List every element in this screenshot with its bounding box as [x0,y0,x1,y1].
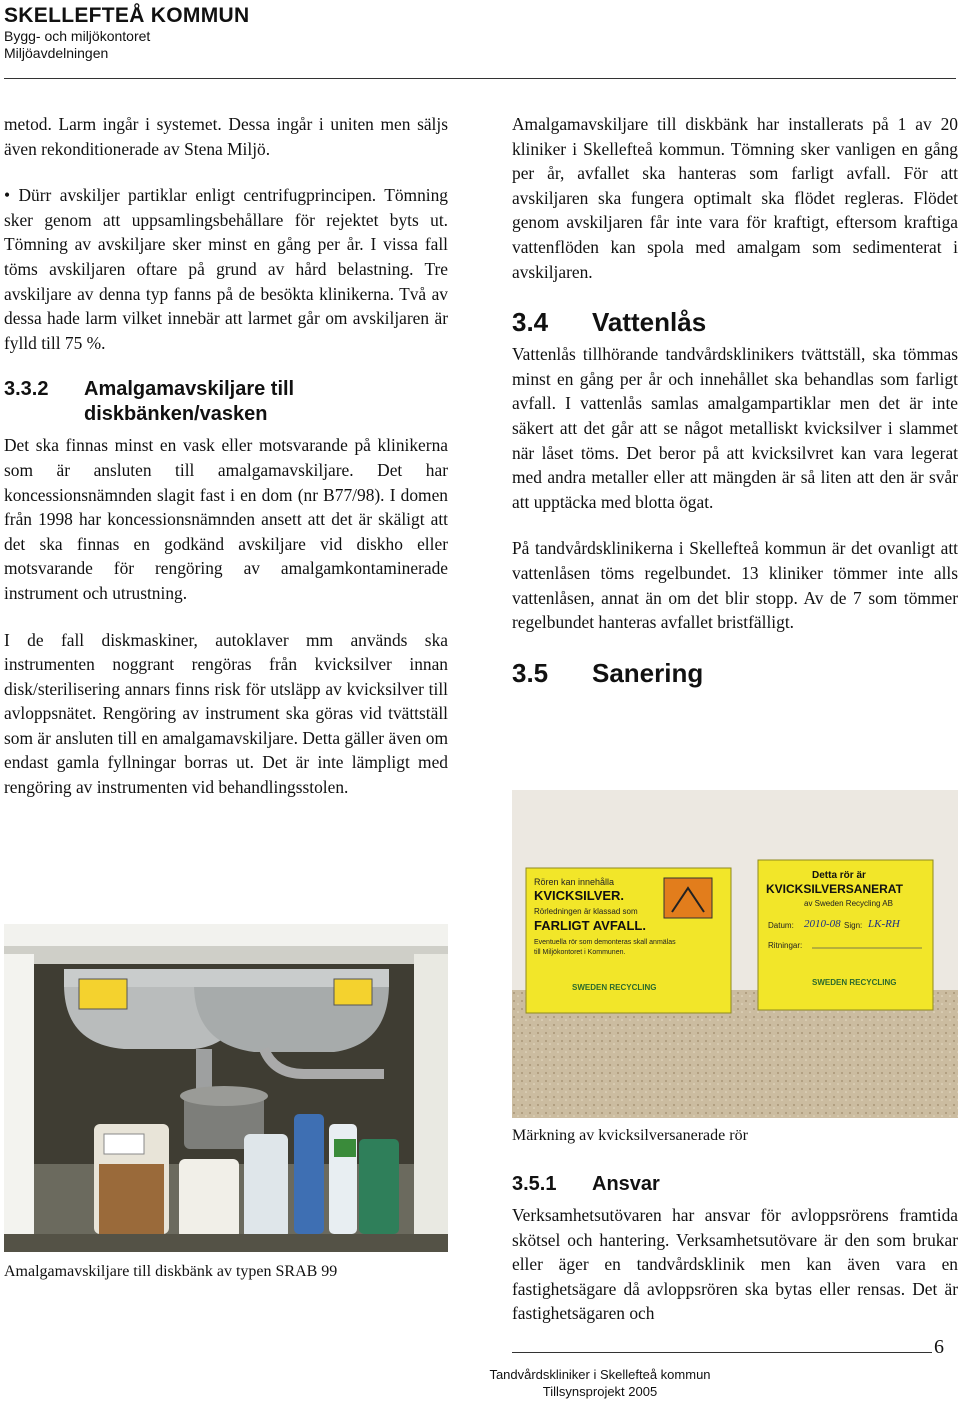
footer-line: Tillsynsprojekt 2005 [542,1384,658,1399]
footer-line: Tandvårdskliniker i Skellefteå kommun [489,1367,711,1382]
label-text: Rörledningen är klassad som [534,907,638,916]
section-title: Vattenlås [592,307,707,338]
section-heading-3-3-2 [4,377,448,427]
label-text: Rören kan innehålla [534,877,615,887]
section-title: Sanering [592,657,704,688]
section-title: Amalgamavskiljare till diskbänken/vasken [84,378,295,426]
label-text: Ritningar: [768,941,803,950]
right-column-bottom [512,1172,958,1348]
org-name: SKELLEFTEÅ KOMMUN [4,4,250,27]
paragraph: Vattenlås tillhörande tandvårdsklinikers tvättställ, ska tömmas minst en gång per år och innehållet ska behandlas som farligt avfall. I vattenlås samlas amalgampartiklar men det är inte säkert att det går att se något metalliskt kvicksilver i slammet när låset töms. Det beror på att kvicksilvret kan vara legerat med andra metaller eller att mängden är så liten att den är svår att upptäcka med blotta ögat. [512,344,958,512]
section-heading-3-5 [512,657,958,689]
label-text: LK-RH [868,918,900,930]
right-column [512,112,958,693]
footer-divider [512,1352,932,1353]
page-footer [480,1366,720,1400]
label-text: Datum: [768,921,794,930]
label-text: SWEDEN RECYCLING [812,978,897,987]
label-text: Detta rör är [812,870,866,881]
photo-caption-left: Amalgamavskiljare till diskbänk av typen SRAB 99 [4,1263,338,1280]
photo-caption-right: Märkning av kvicksilversanerade rör [512,1127,748,1144]
left-column [4,112,448,822]
header-divider [4,78,956,79]
label-text: av Sweden Recycling AB [804,899,893,908]
section-number: 3.4 [512,307,549,338]
section-heading-3-5-1 [512,1172,958,1197]
label-text: Sign: [844,921,863,930]
page-number: 6 [934,1336,944,1358]
label-text: 2010-08 [804,918,841,930]
label-text: FARLIGT AVFALL. [534,918,646,933]
section-heading-3-4 [512,306,958,338]
label-text: SWEDEN RECYCLING [572,983,657,992]
label-text: KVICKSILVER. [534,888,625,903]
section-number: 3.5 [512,657,549,688]
section-number: 3.3.2 [4,378,49,401]
page-header [4,4,249,62]
label-text: till Miljökontoret i Kommunen. [534,949,626,956]
paragraph: metod. Larm ingår i systemet. Dessa ingår i uniten men säljs även rekonditionerade av Stena Miljö. [4,114,448,159]
paragraph: På tandvårdsklinikerna i Skellefteå kommun är det ovanligt att vattenlåsen töms regelbundet. 13 kliniker tömmer inte alls vattenlåsen, annat än om det blir stopp. Av de 7 som tömmer regelbundet hanteras avfallet bristfälligt. [512,538,958,633]
label-text: KVICKSILVERSANERAT [766,882,903,896]
pipe-label-photo [512,790,958,1118]
paragraph: Det ska finnas minst en vask eller motsvarande på klinikerna som är ansluten till amalgamavskiljare. Det har koncessionsnämnden slagit fast i en dom (nr B77/98). I domen från 1998 har koncessionsnämnden ansett att det är skäligt att det ska finnas en godkänd avskiljare vid diskho eller motsvarande för rengöring av amalgamkontaminerade instrument och utrustning. [4,435,448,603]
section-number: 3.5.1 [512,1173,557,1195]
unit-name: Miljöavdelningen [4,45,109,61]
paragraph: Verksamhetsutövaren har ansvar för avloppsrörens framtida skötsel och hantering. Verksamhetsutövare är den som brukar eller äger en tandvårdsklinik men kan även vara en fastighetsägare då avloppsrören ska bytas eller rensas. Det är fastighetsägaren och [512,1205,958,1324]
sink-separator-photo [4,924,448,1252]
paragraph: Amalgamavskiljare till diskbänk har installerats på 1 av 20 kliniker i Skellefteå kommun. Tömning sker vanligen en gång per år, avfallet ska hanteras som farligt avfall. För att avskiljaren ska fungera optimalt ska flödet regleras. Flödet genom avskiljaren får inte vara för kraftigt, eftersom kraftiga vattenflöden kan spola med amalgam som sedimenterat i avskiljaren. [512,114,958,282]
paragraph: I de fall diskmaskiner, autoklaver mm används ska instrumenten noggrant rengöras från kvicksilver innan disk/sterilisering annars finns risk för utsläpp av kvicksilver till avloppsnätet. Rengöring av instrument ska göras vid tvättställ som är ansluten till en amalgamavskiljare. Detta gäller även om endast gamla fyllningar borras ut. Det är inte lämpligt med rengöring av instrumenten vid behandlingsstolen. [4,629,448,798]
dept-name: Bygg- och miljökontoret [4,28,151,44]
label-text: Eventuella rör som demonteras skall anmälas [534,939,676,946]
bullet-item: • Dürr avskiljer partiklar enligt centrifugprincipen. Tömning sker genom att uppsamlingsbehållare för rejektet byts ut. Tömning av avskiljare sker minst en gång per år. I vissa fall töms avskiljaren oftare på grund av hård belastning. Tre avskiljare av denna typ fanns på de besökta klinikerna. Två av dessa hade larm vilket innebär att larmet går om avskiljaren är fylld till 75 %. [4,185,448,353]
section-title: Ansvar [592,1173,660,1195]
sink-photo-illustration [4,924,448,1252]
labels-photo-illustration [512,790,958,1118]
